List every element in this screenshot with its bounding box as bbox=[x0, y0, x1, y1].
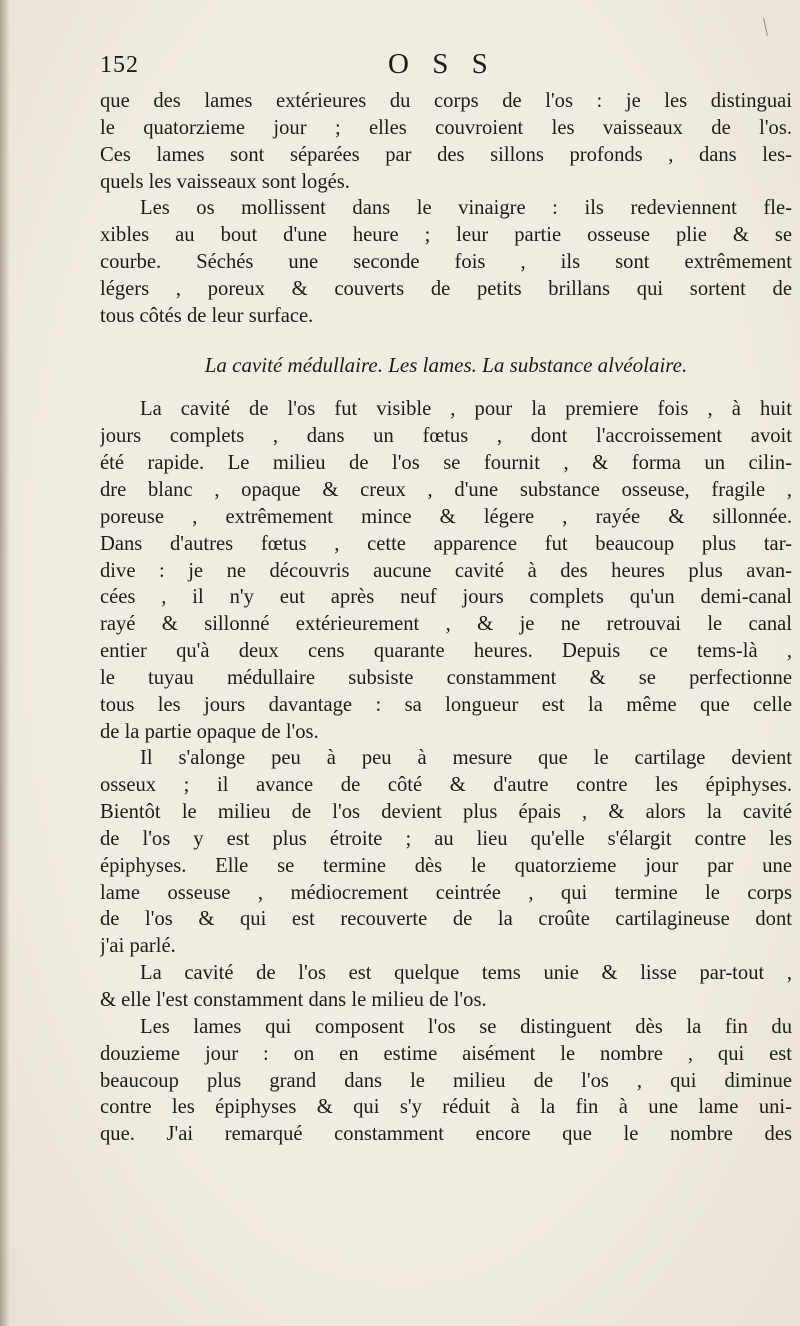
text-line: La cavité de l'os fut visible , pour la premiere fois , à huit bbox=[140, 398, 792, 421]
paragraph bbox=[100, 88, 792, 195]
text-line: La cavité de l'os est quelque tems unie & lisse par-tout , bbox=[140, 962, 792, 985]
section-heading: La cavité médullaire. Les lames. La substance alvéolaire. bbox=[204, 352, 688, 377]
page-gutter-shadow bbox=[0, 0, 10, 1326]
text-line: poreuse , extrêmement mince & légere , rayée & sillonnée. bbox=[100, 505, 792, 528]
text-line: légers , poreux & couverts de petits brillans qui sortent de bbox=[100, 277, 792, 300]
text-line: cées , il n'y eut après neuf jours complets qu'un demi-canal bbox=[100, 586, 792, 609]
paragraph bbox=[100, 745, 792, 960]
text-line: contre les épiphyses & qui s'y réduit à la fin à une lame uni- bbox=[100, 1096, 792, 1119]
text-line: tous côtés de leur surface. bbox=[100, 304, 314, 327]
page-number: 152 bbox=[100, 52, 139, 78]
text-line: que des lames extérieures du corps de l'os : je les distinguai bbox=[100, 90, 792, 112]
text-line: rayé & sillonné extérieurement , & je ne retrouvai le canal bbox=[100, 613, 792, 636]
text-line: de l'os y est plus étroite ; au lieu qu'elle s'élargit contre les bbox=[100, 827, 792, 850]
text-line: j'ai parlé. bbox=[100, 935, 176, 958]
text-line: entier qu'à deux cens quarante heures. Depuis ce tems-là , bbox=[100, 640, 792, 663]
text-line: Il s'alonge peu à peu à mesure que le cartilage devient bbox=[140, 747, 792, 770]
page-header bbox=[100, 48, 780, 88]
text-line: le tuyau médullaire subsiste constamment & se perfectionne bbox=[100, 666, 792, 689]
text-line: lame osseuse , médiocrement ceintrée , qui termine le corps bbox=[100, 881, 792, 904]
paragraph bbox=[100, 1014, 792, 1148]
text-line: Dans d'autres fœtus , cette apparence fut beaucoup plus tar- bbox=[100, 532, 792, 555]
paragraph bbox=[100, 396, 792, 745]
text-line: & elle l'est constamment dans le milieu de l'os. bbox=[100, 989, 487, 1011]
text-line: douzieme jour : on en estime aisément le nombre , qui est bbox=[100, 1042, 792, 1065]
text-line: Les os mollissent dans le vinaigre : ils redeviennent fle- bbox=[140, 197, 792, 220]
text-line: beaucoup plus grand dans le milieu de l'os , qui diminue bbox=[100, 1069, 792, 1092]
text-line: Les lames qui composent l'os se distinguent dès la fin du bbox=[140, 1015, 792, 1038]
text-line: quels les vaisseaux sont logés. bbox=[100, 170, 350, 193]
text-line: le quatorzieme jour ; elles couvroient les vaisseaux de l'os. bbox=[100, 116, 792, 139]
margin-mark bbox=[763, 18, 768, 36]
body-text bbox=[100, 88, 792, 1148]
text-line: de l'os & qui est recouverte de la croûte cartilagineuse dont bbox=[100, 908, 792, 931]
text-line: jours complets , dans un fœtus , dont l'accroissement avoit bbox=[100, 425, 792, 448]
text-line: de la partie opaque de l'os. bbox=[100, 720, 319, 743]
text-line: Bientôt le milieu de l'os devient plus épais , & alors la cavité bbox=[100, 801, 792, 824]
text-line: xibles au bout d'une heure ; leur partie osseuse plie & se bbox=[100, 224, 792, 247]
text-line: osseux ; il avance de côté & d'autre contre les épiphyses. bbox=[100, 774, 792, 797]
paragraph bbox=[100, 195, 792, 329]
running-head: O S S bbox=[388, 48, 496, 80]
text-line: Ces lames sont séparées par des sillons profonds , dans les- bbox=[100, 143, 792, 166]
text-line: été rapide. Le milieu de l'os se fournit , & forma un cilin- bbox=[100, 452, 792, 475]
text-line: épiphyses. Elle se termine dès le quatorzieme jour par une bbox=[100, 854, 792, 877]
paragraph bbox=[100, 960, 792, 1014]
text-line: tous les jours davantage : sa longueur est la même que celle bbox=[100, 693, 792, 716]
text-line: dre blanc , opaque & creux , d'une substance osseuse, fragile , bbox=[100, 478, 792, 501]
text-line: que. J'ai remarqué constamment encore que le nombre des bbox=[100, 1123, 792, 1146]
text-line: courbe. Séchés une seconde fois , ils sont extrêmement bbox=[100, 251, 792, 274]
text-line: dive : je ne découvris aucune cavité à des heures plus avan- bbox=[100, 559, 792, 582]
